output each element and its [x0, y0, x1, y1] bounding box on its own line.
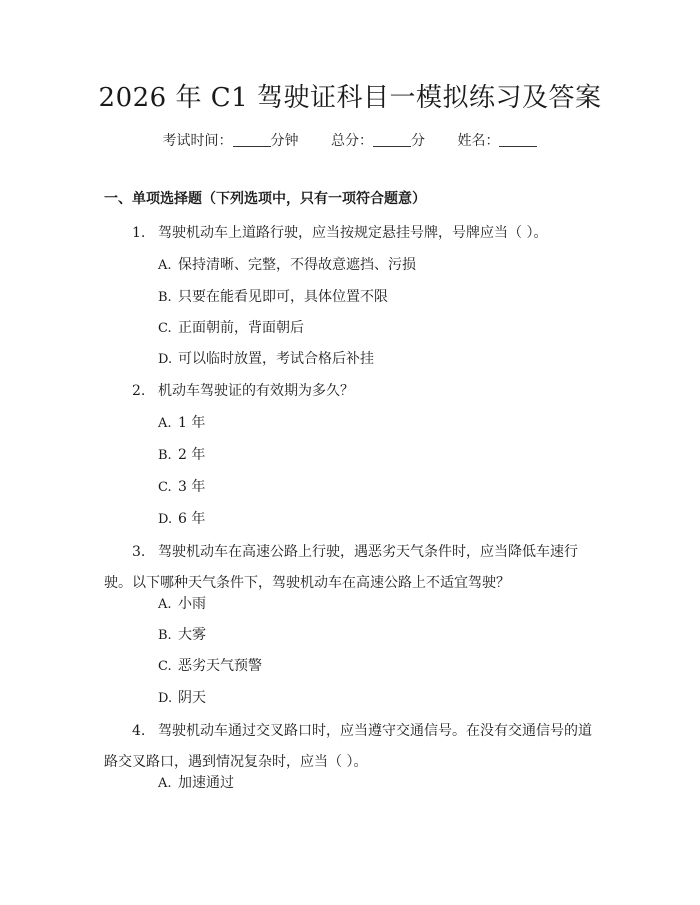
option-letter: D. — [158, 512, 173, 527]
exam-time-blank — [233, 132, 271, 147]
option-text: 1 年 — [178, 415, 206, 431]
option-4a — [158, 772, 234, 795]
option-1b — [158, 286, 388, 309]
option-letter: A. — [158, 776, 172, 791]
name-blank — [499, 132, 537, 147]
option-text: 2 年 — [178, 447, 206, 463]
option-text: 加速通过 — [178, 775, 234, 791]
total-score-blank — [373, 132, 411, 147]
question-3 — [104, 537, 598, 599]
name-label: 姓名： — [457, 133, 500, 149]
question-text: 机动车驾驶证的有效期为多久？ — [158, 383, 354, 399]
question-1 — [132, 222, 547, 244]
total-score-label: 总分： — [331, 133, 373, 149]
exam-time-label: 考试时间： — [162, 133, 233, 149]
question-text: 驾驶机动车通过交叉路口时，应当遵守交通信号。在没有交通信号的道路交叉路口，遇到情况复杂时，应当（ ）。 — [104, 723, 592, 770]
exam-time-unit: 分钟 — [270, 133, 299, 149]
section-title: 一、单项选择题（下列选项中，只有一项符合题意） — [104, 191, 426, 207]
exam-info-line — [0, 131, 700, 151]
total-score-field — [331, 131, 425, 151]
option-letter: D. — [158, 352, 173, 367]
question-text: 驾驶机动车上道路行驶，应当按规定悬挂号牌，号牌应当（ ）。 — [158, 225, 548, 241]
question-number: 1. — [132, 225, 146, 241]
option-text: 阴天 — [178, 690, 206, 706]
option-2d — [158, 508, 205, 531]
option-letter: A. — [158, 597, 172, 612]
option-2b — [158, 444, 205, 467]
option-text: 可以临时放置，考试合格后补挂 — [178, 351, 374, 367]
option-text: 正面朝前，背面朝后 — [178, 320, 304, 336]
question-number: 3. — [132, 544, 146, 560]
option-text: 恶劣天气预警 — [178, 658, 262, 674]
exam-time-field — [163, 131, 299, 151]
question-text: 驾驶机动车在高速公路上行驶，遇恶劣天气条件时，应当降低车速行驶。以下哪种天气条件下，驾驶机动车在高速公路上不适宜驾驶？ — [104, 544, 578, 591]
option-letter: B. — [158, 448, 172, 463]
name-field — [457, 131, 537, 151]
option-3c — [158, 655, 262, 678]
option-letter: C. — [158, 659, 172, 674]
option-text: 大雾 — [178, 627, 206, 643]
option-2c — [158, 476, 205, 499]
option-1a — [158, 254, 416, 277]
total-score-unit: 分 — [411, 133, 425, 149]
question-number: 2. — [132, 383, 146, 399]
option-1d — [158, 348, 374, 371]
option-3d — [158, 687, 206, 710]
option-text: 3 年 — [178, 479, 206, 495]
option-1c — [158, 317, 304, 340]
page-title: 2026 年 C1 驾驶证科目一模拟练习及答案 — [98, 83, 602, 113]
option-text: 6 年 — [178, 511, 206, 527]
question-2 — [132, 380, 354, 402]
option-text: 小雨 — [178, 596, 206, 612]
option-letter: A. — [158, 258, 172, 273]
option-3b — [158, 624, 206, 647]
option-letter: D. — [158, 691, 173, 706]
option-letter: B. — [158, 290, 172, 305]
option-letter: B. — [158, 628, 172, 643]
option-text: 保持清晰、完整，不得故意遮挡、污损 — [178, 257, 416, 273]
option-2a — [158, 412, 205, 435]
question-4 — [104, 716, 598, 778]
question-number: 4. — [132, 723, 146, 739]
option-3a — [158, 593, 206, 616]
option-letter: C. — [158, 321, 172, 336]
option-text: 只要在能看见即可，具体位置不限 — [178, 289, 388, 305]
option-letter: C. — [158, 480, 172, 495]
option-letter: A. — [158, 416, 172, 431]
